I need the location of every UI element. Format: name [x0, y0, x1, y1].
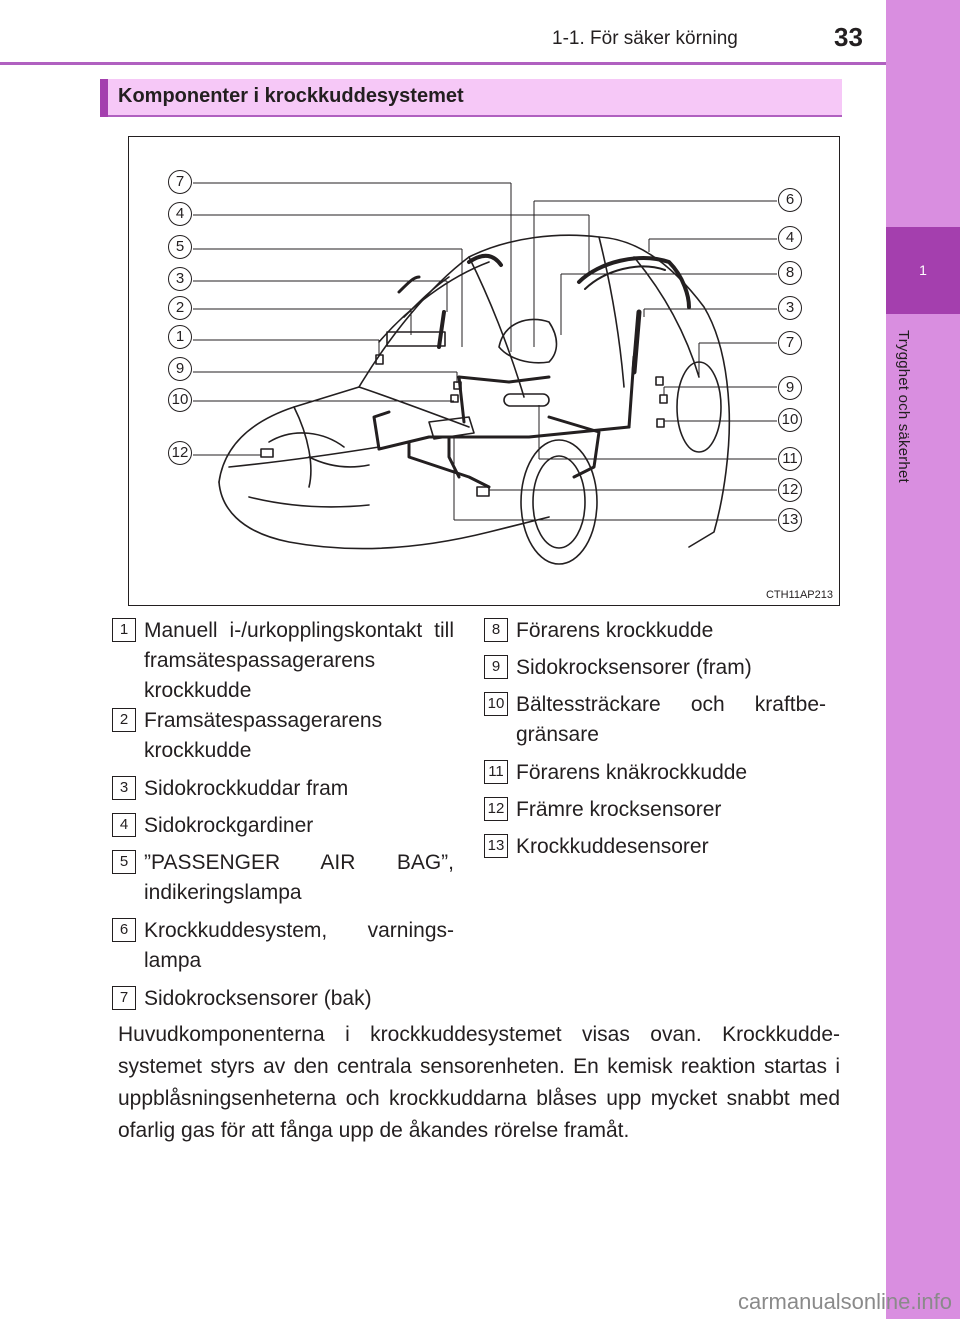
callout-right-10: 10 — [778, 408, 802, 432]
airbag-diagram — [128, 136, 840, 606]
section-heading — [100, 79, 842, 117]
callout-left-12: 12 — [168, 441, 192, 465]
callout-right-6: 6 — [778, 188, 802, 212]
legend-number: 3 — [112, 776, 136, 800]
legend-number: 7 — [112, 986, 136, 1010]
legend-number: 10 — [484, 692, 508, 716]
callout-left-5: 5 — [168, 235, 192, 259]
legend-label: Framsätespassagerarens krockkudde — [144, 709, 383, 762]
watermark-text: carmanualsonline.info — [737, 1289, 952, 1314]
legend-number: 11 — [484, 760, 508, 784]
legend-label: Sidokrocksensorer (bak) — [144, 987, 372, 1010]
legend-number: 8 — [484, 618, 508, 642]
body-paragraph: Huvudkomponenterna i krockkuddesystemet visas ovan. Krockkudde-systemet styrs av den centrala sensorenheten. En kemisk reaktion startas i uppblåsningsenheterna och krockkuddarna blåses upp mycket snabbt med ofarlig gas för att fånga upp de åkandes rörelse framåt. — [118, 1023, 840, 1142]
callout-right-11: 11 — [778, 447, 802, 471]
callout-right-13: 13 — [778, 508, 802, 532]
legend-label: Sidokrockkuddar fram — [144, 777, 349, 800]
heading-text: Komponenter i krockkuddesystemet — [118, 85, 464, 107]
legend-number: 5 — [112, 850, 136, 874]
legend-label: Sidokrocksensorer (fram) — [516, 656, 752, 679]
legend-label: Bältessträckare och kraftbe-gränsare — [516, 693, 826, 746]
callout-right-3: 3 — [778, 296, 802, 320]
chapter-sidebar — [886, 0, 960, 1319]
header-rule — [0, 62, 886, 65]
legend-number: 13 — [484, 834, 508, 858]
callout-left-4: 4 — [168, 202, 192, 226]
callout-left-10: 10 — [168, 388, 192, 412]
legend-label: Krockkuddesensorer — [516, 835, 709, 858]
callout-right-12: 12 — [778, 478, 802, 502]
legend-number: 9 — [484, 655, 508, 679]
legend-label: Sidokrockgardiner — [144, 814, 314, 837]
callout-right-4: 4 — [778, 226, 802, 250]
chapter-title: Trygghet och säkerhet — [895, 330, 912, 483]
legend-label: Förarens knäkrockkudde — [516, 761, 748, 784]
callout-left-3: 3 — [168, 267, 192, 291]
callout-left-2: 2 — [168, 296, 192, 320]
callout-right-7: 7 — [778, 331, 802, 355]
callout-left-9: 9 — [168, 357, 192, 381]
legend-number: 6 — [112, 918, 136, 942]
legend-number: 1 — [112, 618, 136, 642]
callout-left-1: 1 — [168, 325, 192, 349]
heading-accent — [100, 79, 108, 117]
legend-number: 4 — [112, 813, 136, 837]
legend-number: 12 — [484, 797, 508, 821]
legend-left — [112, 616, 462, 1016]
callout-left-7: 7 — [168, 170, 192, 194]
legend-label: Krockkuddesystem, varnings-lampa — [144, 919, 454, 972]
callout-right-8: 8 — [778, 261, 802, 285]
legend-label: Manuell i-/urkopplingskontakt till framsätespassagerarens krockkudde — [144, 619, 454, 702]
section-label: 1-1. För säker körning — [552, 28, 738, 49]
legend-label: ”PASSENGER AIR BAG”, indikeringslampa — [144, 851, 454, 904]
legend-right — [484, 616, 834, 876]
car-illustration — [129, 137, 841, 607]
page-number: 33 — [834, 22, 863, 52]
figure-code: CTH11AP213 — [765, 589, 833, 601]
chapter-tab[interactable]: 1 — [886, 227, 960, 314]
legend-number: 2 — [112, 708, 136, 732]
legend-label: Förarens krockkudde — [516, 619, 714, 642]
legend-label: Främre krocksensorer — [516, 798, 722, 821]
callout-right-9: 9 — [778, 376, 802, 400]
